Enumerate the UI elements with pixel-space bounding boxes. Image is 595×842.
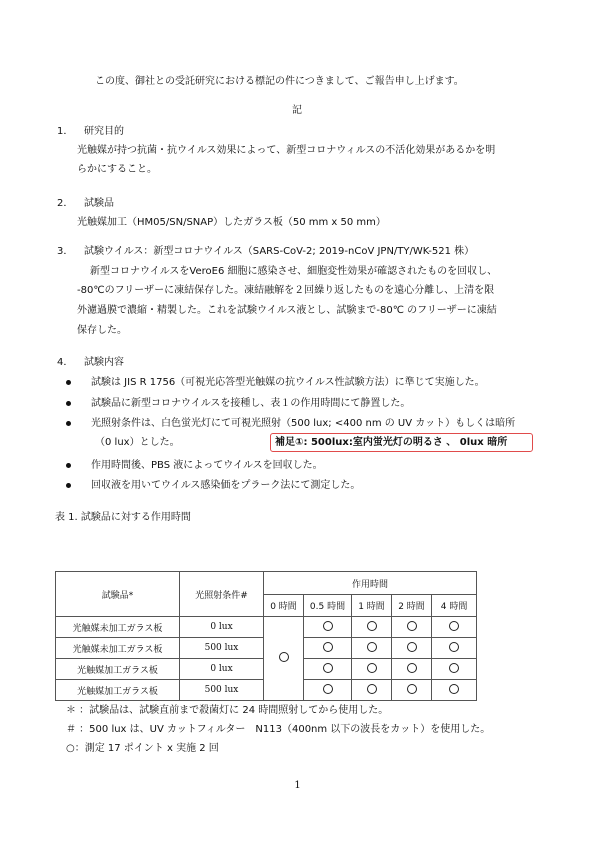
measurement-cell <box>352 680 392 701</box>
circle-icon <box>407 621 417 631</box>
row-light: 500 lux <box>180 638 264 659</box>
circle-icon <box>407 684 417 694</box>
section-3-line: 保存した。 <box>77 325 127 336</box>
row-light: 0 lux <box>180 617 264 638</box>
section-1-title: 研究目的 <box>84 126 124 137</box>
measurement-cell <box>264 617 304 701</box>
row-item: 光触媒加工ガラス板 <box>56 659 180 680</box>
circle-icon <box>323 684 333 694</box>
circle-icon <box>323 663 333 673</box>
row-light: 500 lux <box>180 680 264 701</box>
measurement-cell <box>304 659 352 680</box>
section-3-title: 試験ウイルス：新型コロナウイルス（SARS-CoV-2; 2019-nCoV JPN/TY/WK-521 株） <box>84 246 475 257</box>
section-3-line: -80℃のフリーザーに凍結保存した。凍結融解を２回繰り返したものを遠心分離し、上清を限 <box>77 285 495 296</box>
row-item: 光触媒加工ガラス板 <box>56 680 180 701</box>
header-item: 試験品* <box>56 572 180 617</box>
header-time: 0.5 時間 <box>304 595 352 617</box>
section-4-bullet: 試験品に新型コロナウイルスを接種し、表１の作用時間にて静置した。 <box>91 398 411 409</box>
intro-text: この度、御社との受託研究における標記の件につきまして、ご報告申し上げます。 <box>95 76 464 87</box>
circle-icon <box>449 684 459 694</box>
circle-icon <box>323 642 333 652</box>
bullet-icon <box>66 483 71 488</box>
measurement-cell <box>352 659 392 680</box>
measurement-cell <box>432 638 477 659</box>
measurement-cell <box>392 659 432 680</box>
bullet-icon <box>66 380 71 385</box>
bullet-icon <box>66 401 71 406</box>
section-4-bullet: 回収液を用いてウイルス感染価をプラーク法にて測定した。 <box>91 480 361 491</box>
section-2-number: 2． <box>57 198 74 209</box>
row-light: 0 lux <box>180 659 264 680</box>
measurement-cell <box>304 638 352 659</box>
section-2-title: 試験品 <box>84 198 114 209</box>
measurement-cell <box>352 617 392 638</box>
footnote: ＃ ：500 lux は、UV カットフィルター N113（400nm 以下の波長をカット）を使用した。 <box>66 724 491 735</box>
measurement-cell <box>304 617 352 638</box>
section-1-number: 1． <box>57 126 74 137</box>
circle-icon <box>449 663 459 673</box>
header-time: 0 時間 <box>264 595 304 617</box>
table-row <box>56 617 477 638</box>
header-exposure-time: 作用時間 <box>264 572 477 595</box>
row-item: 光触媒未加工ガラス板 <box>56 638 180 659</box>
bullet-icon <box>66 463 71 468</box>
measurement-cell <box>392 638 432 659</box>
section-3-line: 外濾過膜で濃縮・精製した。これを試験ウイルス液とし、試験まで-80℃ のフリーザーに凍結 <box>77 305 497 316</box>
table-caption: 表 1. 試験品に対する作用時間 <box>55 512 191 523</box>
footnote: ○：測定 17 ポイント x 実施 2 回 <box>66 743 219 754</box>
section-4-title: 試験内容 <box>84 357 124 368</box>
section-2-body: 光触媒加工（HM05/SN/SNAP）したガラス板（50 mm x 50 mm） <box>77 217 386 228</box>
page-number: 1 <box>294 780 301 791</box>
header-light-condition: 光照射条件# <box>180 572 264 617</box>
section-4-bullet: 試験は JIS R 1756（可視光応答型光触媒の抗ウイルス性試験方法）に準じて実施した。 <box>91 377 485 388</box>
footnote: ＊ ：試験品は、試験直前まで殺菌灯に 24 時間照射してから使用した。 <box>66 705 389 716</box>
section-1-body: らかにすること。 <box>77 164 157 175</box>
section-4-number: 4． <box>57 357 74 368</box>
circle-icon <box>279 652 289 662</box>
section-4-bullet: 光照射条件は、白色蛍光灯にて可視光照射（500 lux; <400 nm の UV カット）もしくは暗所 <box>91 418 516 429</box>
circle-icon <box>367 663 377 673</box>
measurement-cell <box>392 617 432 638</box>
circle-icon <box>367 642 377 652</box>
circle-icon <box>449 621 459 631</box>
measurement-cell <box>432 617 477 638</box>
circle-icon <box>449 642 459 652</box>
measurement-cell <box>432 680 477 701</box>
supplement-note: 補足①: 500lux:室内蛍光灯の明るさ 、 0lux 暗所 <box>270 433 533 452</box>
header-time: 1 時間 <box>352 595 392 617</box>
header-time: 4 時間 <box>432 595 477 617</box>
measurement-cell <box>304 680 352 701</box>
section-3-number: 3． <box>57 246 74 257</box>
circle-icon <box>367 684 377 694</box>
section-4-bullet-continuation: （0 lux）とした。 <box>95 437 180 448</box>
header-time: 2 時間 <box>392 595 432 617</box>
measurement-cell <box>352 638 392 659</box>
section-3-line: 新型コロナウイルスをVeroE6 細胞に感染させ、細胞変性効果が確認されたものを回収し、 <box>90 266 498 277</box>
section-4-bullet: 作用時間後、PBS 液によってウイルスを回収した。 <box>91 460 323 471</box>
bullet-icon <box>66 421 71 426</box>
circle-icon <box>407 663 417 673</box>
section-1-body: 光触媒が持つ抗菌・抗ウイルス効果によって、新型コロナウィルスの不活化効果があるかを明 <box>77 145 496 156</box>
measurement-cell <box>392 680 432 701</box>
exposure-time-table <box>55 571 477 701</box>
circle-icon <box>367 621 377 631</box>
circle-icon <box>407 642 417 652</box>
row-item: 光触媒未加工ガラス板 <box>56 617 180 638</box>
ki-heading: 記 <box>292 105 302 116</box>
circle-icon <box>323 621 333 631</box>
measurement-cell <box>432 659 477 680</box>
